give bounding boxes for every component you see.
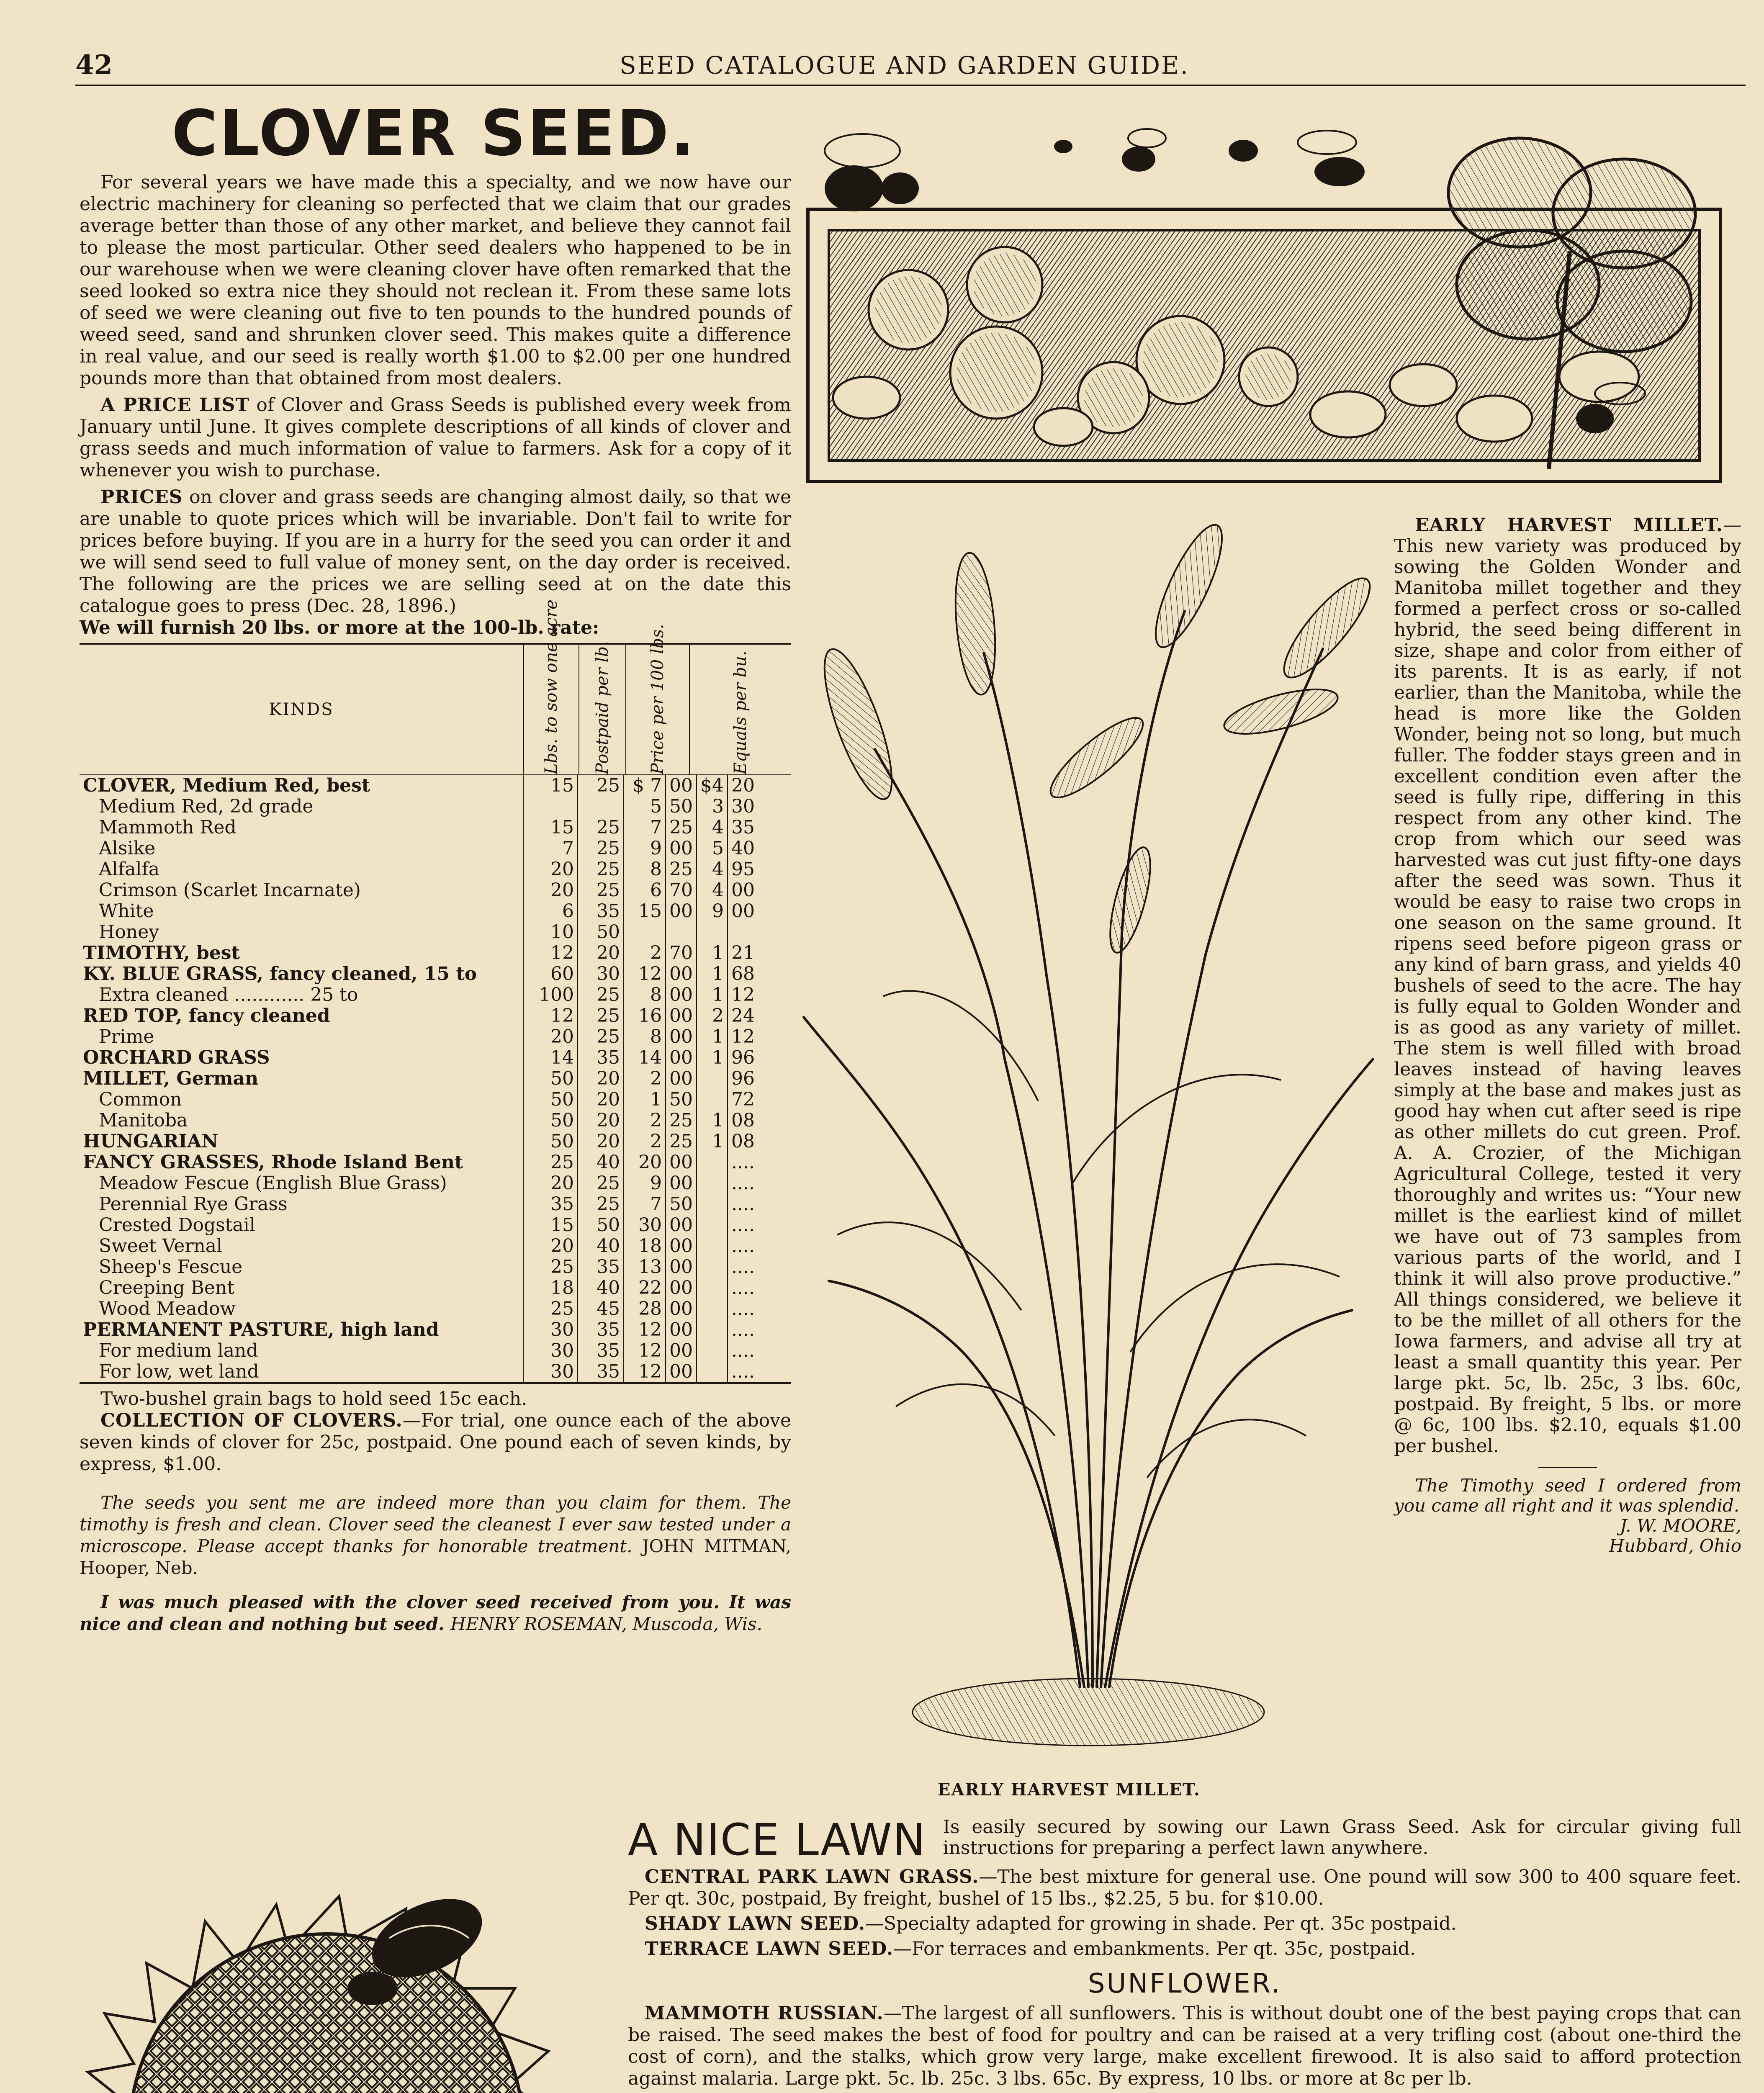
price-per-100-cents: 00 <box>666 1278 697 1298</box>
price-per-100-dollars: 7 <box>624 1194 666 1215</box>
furnish-note: We will furnish 20 lbs. or more at the 100-lb. rate: <box>80 617 599 638</box>
price-kind: Wood Meadow <box>80 1298 523 1319</box>
price-per-bu-dollars <box>697 1319 728 1340</box>
price-per-bu-cents: 00 <box>731 879 755 901</box>
price-postpaid: 20 <box>578 1068 624 1089</box>
price-per-100-dollars: 12 <box>624 1361 666 1382</box>
price-per-100-dollars: 13 <box>624 1257 666 1278</box>
price-lbs: 20 <box>523 1236 578 1257</box>
price-per-bu-cents: .... <box>731 1319 755 1340</box>
lawn-header <box>628 1814 1741 1865</box>
price-per-bu-cents: .... <box>731 1235 755 1257</box>
terrace-paragraph <box>628 1938 1741 1960</box>
price-row <box>80 901 791 922</box>
price-lbs: 30 <box>523 1319 578 1340</box>
price-postpaid: 35 <box>578 1340 624 1361</box>
price-per-bu-dollars <box>697 1361 728 1382</box>
price-postpaid: 45 <box>578 1298 624 1319</box>
price-per-100-cents: 00 <box>666 901 697 922</box>
prices-text: on clover and grass seeds are changing almost daily, so that we are unable to quote prices which will be invariable. Don't fail to write for prices before buying. If you are in a hurry for the seed you can order it and we will send seed to full value of money sent, on the day order is received. The following are the prices we are selling seed at on the date this catalogue goes to press (Dec. 28, 1896.) <box>80 486 791 617</box>
price-row <box>80 922 791 943</box>
price-per-bu-dollars <box>697 922 728 943</box>
price-per-bu-cents: .... <box>731 1172 755 1194</box>
price-postpaid: 35 <box>578 901 624 922</box>
central-park-lead: CENTRAL PARK LAWN GRASS. <box>645 1866 979 1887</box>
price-per-100-dollars: 20 <box>624 1152 666 1173</box>
price-per-100-cents: 00 <box>666 775 697 796</box>
price-kind: Prime <box>80 1026 523 1047</box>
price-per-100-dollars: 28 <box>624 1298 666 1319</box>
price-lbs: 50 <box>523 1089 578 1110</box>
price-per-100-cents: 00 <box>666 1257 697 1278</box>
price-per-100-cents: 00 <box>666 1152 697 1173</box>
price-row <box>80 1236 791 1257</box>
price-per-100-dollars <box>624 922 666 943</box>
price-postpaid: 25 <box>578 775 624 796</box>
price-per-bu-cents: 96 <box>731 1068 755 1089</box>
price-postpaid: 20 <box>578 1110 624 1131</box>
price-lbs: 7 <box>523 838 578 859</box>
price-per-bu-dollars: 1 <box>697 964 728 985</box>
price-kind: Alfalfa <box>80 859 523 880</box>
price-per-bu-dollars: 1 <box>697 985 728 1005</box>
price-per-100-dollars: 7 <box>624 817 666 838</box>
price-kind: Honey <box>80 922 523 943</box>
page-number: 42 <box>75 49 113 81</box>
price-kind: PERMANENT PASTURE, high land <box>80 1319 523 1340</box>
price-row <box>80 859 791 880</box>
price-kind: Alsike <box>80 838 523 859</box>
price-postpaid: 25 <box>578 880 624 901</box>
price-row <box>80 1340 791 1361</box>
prices-paragraph <box>80 486 791 617</box>
price-per-bu-cents: 08 <box>731 1110 755 1131</box>
price-per-bu-dollars: 3 <box>697 796 728 817</box>
price-row <box>80 775 791 796</box>
testimonial-moore-sig2: Hubbard, Ohio <box>1609 1535 1741 1556</box>
price-lbs: 30 <box>523 1340 578 1361</box>
price-lbs: 25 <box>523 1298 578 1319</box>
price-lbs: 50 <box>523 1110 578 1131</box>
running-title: SEED CATALOGUE AND GARDEN GUIDE. <box>620 51 1189 80</box>
price-per-bu-dollars: 1 <box>697 943 728 964</box>
price-kind: FANCY GRASSES, Rhode Island Bent <box>80 1152 523 1173</box>
millet-column <box>1394 515 1741 1556</box>
price-kind: Sheep's Fescue <box>80 1257 523 1278</box>
price-per-bu-cents: 35 <box>731 817 755 838</box>
price-per-bu-cents: .... <box>731 1193 755 1215</box>
price-per-100-cents: 00 <box>666 985 697 1005</box>
price-lbs: 6 <box>523 901 578 922</box>
price-postpaid <box>578 796 624 817</box>
price-per-100-dollars: 22 <box>624 1278 666 1298</box>
price-per-bu-dollars: 1 <box>697 1047 728 1068</box>
sunflower-illustration <box>80 1813 624 2093</box>
millet-divider <box>1538 1467 1597 1468</box>
price-lbs: 18 <box>523 1278 578 1298</box>
header-price-cell <box>625 624 689 774</box>
price-per-bu-dollars: 4 <box>697 880 728 901</box>
terrace-text: —For terraces and embankments. Per qt. 35c, postpaid. <box>893 1938 1416 1959</box>
price-per-100-dollars: 18 <box>624 1236 666 1257</box>
millet-lead: EARLY HARVEST MILLET. <box>1415 514 1723 536</box>
price-kind: Meadow Fescue (English Blue Grass) <box>80 1173 523 1194</box>
price-lbs: 15 <box>523 1215 578 1236</box>
price-per-100-dollars: 8 <box>624 985 666 1005</box>
price-postpaid: 30 <box>578 964 624 985</box>
price-per-bu-dollars: 1 <box>697 1131 728 1152</box>
price-postpaid: 40 <box>578 1236 624 1257</box>
testimonial-mitman-sig: JOHN MITMAN, Hooper, Neb. <box>80 1536 792 1578</box>
price-row <box>80 880 791 901</box>
price-row <box>80 817 791 838</box>
price-lbs: 12 <box>523 943 578 964</box>
shady-lead: SHADY LAWN SEED. <box>645 1913 865 1934</box>
price-kind: RED TOP, fancy cleaned <box>80 1005 523 1026</box>
price-per-100-dollars: 1 <box>624 1089 666 1110</box>
price-per-100-cents: 00 <box>666 964 697 985</box>
price-postpaid: 25 <box>578 817 624 838</box>
price-per-100-cents: 25 <box>666 1110 697 1131</box>
price-per-100-cents: 00 <box>666 1068 697 1089</box>
price-per-100-cents: 50 <box>666 1089 697 1110</box>
price-kind: TIMOTHY, best <box>80 943 523 964</box>
price-per-bu-cents: 68 <box>731 963 755 985</box>
price-per-100-cents: 70 <box>666 943 697 964</box>
price-kind: For low, wet land <box>80 1361 523 1382</box>
price-per-bu-dollars: 4 <box>697 817 728 838</box>
price-per-100-dollars: 2 <box>624 1068 666 1089</box>
price-row <box>80 1319 791 1340</box>
price-postpaid: 35 <box>578 1047 624 1068</box>
clover-intro: For several years we have made this a specialty, and we now have our electric machinery for cleaning so perfected that we claim that our grades average better than those of any other market, and believe they cannot fail to please the most particular. Other seed dealers who happened to be in our warehouse when we were cleaning clover have often remarked that the seed looked so extra nice they should not reclean it. From these same lots of seed we were cleaning out five to ten pounds to the hundred pounds of weed seed, sand and shrunken clover seed. This makes quite a difference in real value, and our seed is really worth $1.00 to $2.00 per one hundred pounds more than that obtained from most dealers. <box>80 172 791 389</box>
testimonial-roseman-text: I was much pleased with the clover seed received from you. It was nice and clean and nothing but seed. <box>80 1592 791 1634</box>
price-per-100-dollars: 12 <box>624 1319 666 1340</box>
price-per-100-dollars: 2 <box>624 1110 666 1131</box>
price-per-100-cents: 00 <box>666 1215 697 1236</box>
price-postpaid: 50 <box>578 922 624 943</box>
price-row <box>80 1278 791 1298</box>
collection-paragraph <box>80 1410 791 1475</box>
price-per-bu-dollars <box>697 1236 728 1257</box>
price-per-bu-cents <box>728 922 791 943</box>
price-lbs: 35 <box>523 1194 578 1215</box>
price-per-100-cents: 25 <box>666 1131 697 1152</box>
price-kind: Extra cleaned ............ 25 to <box>80 985 523 1005</box>
price-per-bu-cents: 96 <box>731 1047 755 1068</box>
price-per-100-cents: 50 <box>666 796 697 817</box>
price-kind: Crested Dogstail <box>80 1215 523 1236</box>
price-kind: White <box>80 901 523 922</box>
price-per-bu-dollars: 4 <box>697 859 728 880</box>
price-postpaid: 25 <box>578 1173 624 1194</box>
millet-paragraph <box>1394 515 1741 1457</box>
price-per-bu-cents: 95 <box>731 859 755 880</box>
price-row <box>80 943 791 964</box>
price-per-100-dollars: 9 <box>624 1173 666 1194</box>
price-per-100-cents: 00 <box>666 1319 697 1340</box>
price-per-bu-cents: .... <box>731 1361 755 1382</box>
price-postpaid: 25 <box>578 1026 624 1047</box>
price-row <box>80 1215 791 1236</box>
price-row <box>80 1110 791 1131</box>
header-price: Price per 100 lbs. <box>648 624 667 774</box>
testimonial-moore-sig1: J. W. MOORE, <box>1620 1515 1741 1536</box>
testimonial-mitman-text: The seeds you sent me are indeed more than you claim for them. The timothy is fresh and clean. Clover seed the cleanest I ever saw tested under a microscope. Please accept thanks for honorable treatment. <box>80 1492 791 1556</box>
price-per-bu-dollars: 5 <box>697 838 728 859</box>
price-row <box>80 1068 791 1089</box>
price-per-bu-dollars <box>697 1089 728 1110</box>
price-postpaid: 35 <box>578 1319 624 1340</box>
price-per-bu-cents: 20 <box>731 775 755 796</box>
price-kind: Common <box>80 1089 523 1110</box>
price-postpaid: 50 <box>578 1215 624 1236</box>
price-row <box>80 964 791 985</box>
price-per-100-dollars: 2 <box>624 943 666 964</box>
price-per-bu-cents: .... <box>731 1214 755 1236</box>
testimonial-mitman <box>80 1492 791 1579</box>
price-per-bu-dollars: 2 <box>697 1005 728 1026</box>
clover-title: CLOVER SEED. <box>172 97 696 170</box>
price-row <box>80 1089 791 1110</box>
price-per-100-cents: 00 <box>666 1361 697 1382</box>
price-per-bu-cents: .... <box>731 1340 755 1361</box>
price-kind: ORCHARD GRASS <box>80 1047 523 1068</box>
price-row <box>80 1361 791 1382</box>
price-row <box>80 1005 791 1026</box>
header-bu: Equals per bu. <box>731 651 750 774</box>
price-per-bu-cents: .... <box>731 1277 755 1298</box>
central-park-paragraph <box>628 1866 1741 1910</box>
price-per-100-dollars: 30 <box>624 1215 666 1236</box>
price-per-100-dollars: 6 <box>624 880 666 901</box>
price-per-bu-cents: 12 <box>731 984 755 1005</box>
price-per-bu-dollars <box>697 1068 728 1089</box>
price-lbs <box>523 796 578 817</box>
price-per-100-cents: 50 <box>666 1194 697 1215</box>
clover-illustration <box>804 126 1725 486</box>
price-per-bu-dollars <box>697 1278 728 1298</box>
price-per-100-cents: 00 <box>666 1340 697 1361</box>
price-per-bu-cents: .... <box>731 1256 755 1278</box>
price-lbs: 25 <box>523 1152 578 1173</box>
price-per-100-dollars: 12 <box>624 1340 666 1361</box>
price-per-bu-cents: 40 <box>731 838 755 859</box>
collection-lead: COLLECTION OF CLOVERS. <box>100 1410 403 1431</box>
price-postpaid: 20 <box>578 943 624 964</box>
price-lbs: 100 <box>523 985 578 1005</box>
price-row <box>80 796 791 817</box>
price-table-body <box>80 775 791 1382</box>
price-per-bu-dollars <box>697 1194 728 1215</box>
header-postpaid-cell <box>579 641 625 774</box>
price-per-100-cents: 00 <box>666 1047 697 1068</box>
price-lbs: 20 <box>523 859 578 880</box>
millet-caption: EARLY HARVEST MILLET. <box>938 1780 1201 1800</box>
price-per-100-dollars: 14 <box>624 1047 666 1068</box>
price-per-bu-dollars <box>697 1173 728 1194</box>
price-per-bu-dollars <box>697 1215 728 1236</box>
price-row <box>80 838 791 859</box>
header-postpaid: Postpaid per lb. <box>593 641 612 774</box>
price-row <box>80 1257 791 1278</box>
price-per-100-cents: 00 <box>666 1026 697 1047</box>
price-per-100-cents: 00 <box>666 1005 697 1026</box>
price-lbs: 15 <box>523 817 578 838</box>
price-lbs: 20 <box>523 1026 578 1047</box>
price-per-100-cents: 00 <box>666 1173 697 1194</box>
price-per-bu-cents: 08 <box>731 1131 755 1152</box>
price-per-bu-cents: 12 <box>731 1026 755 1047</box>
header-bu-cell <box>689 645 791 774</box>
header-lbs-cell <box>523 599 579 774</box>
lawn-section <box>628 1814 1742 2093</box>
central-park-text: —The best mixture for general use. One pound will sow 300 to 400 square feet. Per qt. 30c, postpaid, By freight, bushel of 15 lbs., $2.25, 5 bu. for $10.00. <box>628 1866 1741 1909</box>
prices-lead: PRICES <box>100 486 183 508</box>
price-postpaid: 40 <box>578 1278 624 1298</box>
lawn-title: A NICE LAWN <box>628 1814 926 1865</box>
price-per-bu-cents: .... <box>731 1152 755 1173</box>
price-postpaid: 25 <box>578 1005 624 1026</box>
shady-text: —Specialty adapted for growing in shade. Per qt. 35c postpaid. <box>865 1913 1457 1934</box>
price-kind: CLOVER, Medium Red, best <box>80 775 523 796</box>
price-per-100-cents: 25 <box>666 859 697 880</box>
price-list-text: of Clover and Grass Seeds is published every week from January until June. It gives complete descriptions of all kinds of clover and grass seeds and much information of value to farmers. Ask for a copy of it whenever you wish to purchase. <box>80 394 791 481</box>
mammoth-text: —The largest of all sunflowers. This is without doubt one of the best paying crops that can be raised. The seed makes the best of food for poultry and can be raised at a very trifling cost (about one-third the cost of corn), and the stalks, which grow very large, make excellent firewood. It is also said to afford protection against malaria. Large pkt. 5c. lb. 25c. 3 lbs. 65c. By express, 10 lbs. or more at 8c per lb. <box>628 2003 1742 2089</box>
price-row <box>80 1298 791 1319</box>
price-kind: Medium Red, 2d grade <box>80 796 523 817</box>
price-lbs: 25 <box>523 1257 578 1278</box>
price-list-lead: A PRICE LIST <box>100 394 250 416</box>
lawn-intro: Is easily secured by sowing our Lawn Grass Seed. Ask for circular giving full instructions for preparing a perfect lawn anywhere. <box>943 1816 1741 1859</box>
millet-text: —This new variety was produced by sowing the Golden Wonder and Manitoba millet together and they formed a perfect cross or so-called hybrid, the seed being different in size, shape and color from either of its parents. It is as early, if not earlier, than the Manitoba, while the head is more like the Golden Wonder, being not so long, but much fuller. The fodder stays green and in excellent condition even after the seed is fully ripe, differing in this respect from any other kind. The crop from which our seed was harvested was cut just fifty-one days after the seed was sown. Thus it would be easy to raise two crops in one season on the same ground. It ripens seed before pigeon grass or any kind of barn grass, and yields 40 bushels of seed to the acre. The hay is fully equal to Golden Wonder and is as good as any variety of millet. The stem is well filled with broad leaves instead of having leaves simply at the base and makes just as good hay when cut after seed is ripe as other millets do cut green. Prof. A. A. Crozier, of the Michigan Agricultural College, tested it very thoroughly and writes us: “Your new millet is the earliest kind of millet we have out of 73 samples from various parts of the world, and I think it will also prove productive.” All things considered, we believe it to be the millet of all others for the Iowa farmers, and advise all try at least a small quantity this year. Per large pkt. 5c, lb. 25c, 3 lbs. 60c, postpaid. By freight, 5 lbs. or more @ 6c, 100 lbs. $2.10, equals $1.00 per bushel. <box>1394 514 1741 1457</box>
price-postpaid: 25 <box>578 985 624 1005</box>
price-per-100-dollars: $ 7 <box>624 775 666 796</box>
price-row <box>80 1173 791 1194</box>
bags-note: Two-bushel grain bags to hold seed 15c each. <box>100 1388 527 1409</box>
price-per-100-cents: 00 <box>666 838 697 859</box>
price-row <box>80 1026 791 1047</box>
price-per-bu-cents: 00 <box>731 900 755 922</box>
price-postpaid: 20 <box>578 1089 624 1110</box>
price-per-bu-dollars <box>697 1298 728 1319</box>
price-lbs: 12 <box>523 1005 578 1026</box>
header-rule <box>75 85 1746 86</box>
collection-text: —For trial, one ounce each of the above seven kinds of clover for 25c, postpaid. One pound each of seven kinds, by express, $1.00. <box>80 1410 792 1475</box>
price-per-bu-cents: 72 <box>731 1089 755 1110</box>
price-per-100-cents: 00 <box>666 1236 697 1257</box>
price-row <box>80 1047 791 1068</box>
price-postpaid: 25 <box>578 1194 624 1215</box>
price-lbs: 30 <box>523 1361 578 1382</box>
terrace-lead: TERRACE LAWN SEED. <box>645 1938 894 1959</box>
price-postpaid: 25 <box>578 859 624 880</box>
price-kind: Crimson (Scarlet Incarnate) <box>80 880 523 901</box>
price-postpaid: 40 <box>578 1152 624 1173</box>
price-per-bu-dollars: 1 <box>697 1110 728 1131</box>
price-lbs: 50 <box>523 1131 578 1152</box>
price-per-100-dollars: 12 <box>624 964 666 985</box>
shady-paragraph <box>628 1913 1741 1935</box>
price-per-100-cents: 00 <box>666 1298 697 1319</box>
header-lbs: Lbs. to sow one acre <box>542 599 561 774</box>
price-per-100-dollars: 2 <box>624 1131 666 1152</box>
price-kind: MILLET, German <box>80 1068 523 1089</box>
price-lbs: 20 <box>523 1173 578 1194</box>
price-per-100-dollars: 8 <box>624 1026 666 1047</box>
sunflower-title: SUNFLOWER. <box>1088 1968 1282 1999</box>
price-per-100-cents: 25 <box>666 817 697 838</box>
millet-illustration <box>787 515 1381 1766</box>
price-per-100-cents: 70 <box>666 880 697 901</box>
price-kind: HUNGARIAN <box>80 1131 523 1152</box>
price-per-bu-dollars <box>697 1152 728 1173</box>
price-kind: Perennial Rye Grass <box>80 1194 523 1215</box>
price-kind: Creeping Bent <box>80 1278 523 1298</box>
price-per-bu-cents: 21 <box>731 942 755 964</box>
price-lbs: 10 <box>523 922 578 943</box>
price-row <box>80 1131 791 1152</box>
price-per-bu-dollars: $4 <box>697 775 728 796</box>
price-per-100-dollars: 16 <box>624 1005 666 1026</box>
testimonial-roseman <box>80 1592 791 1635</box>
price-lbs: 14 <box>523 1047 578 1068</box>
price-row <box>80 1194 791 1215</box>
price-per-bu-dollars <box>697 1257 728 1278</box>
price-per-bu-cents: 30 <box>731 796 755 817</box>
price-per-bu-dollars: 1 <box>697 1026 728 1047</box>
price-per-100-dollars: 9 <box>624 838 666 859</box>
price-kind: For medium land <box>80 1340 523 1361</box>
header-kinds: KINDS <box>269 700 334 719</box>
price-lbs: 50 <box>523 1068 578 1089</box>
price-lbs: 15 <box>523 775 578 796</box>
price-per-100-cents <box>666 922 697 943</box>
price-list-paragraph <box>80 394 791 481</box>
price-postpaid: 20 <box>578 1131 624 1152</box>
price-kind: KY. BLUE GRASS, fancy cleaned, 15 to <box>80 964 523 985</box>
price-per-bu-cents: .... <box>731 1298 755 1319</box>
price-kind: Sweet Vernal <box>80 1236 523 1257</box>
price-kind: Manitoba <box>80 1110 523 1131</box>
price-per-bu-dollars: 9 <box>697 901 728 922</box>
price-postpaid: 25 <box>578 838 624 859</box>
price-row <box>80 985 791 1005</box>
price-per-bu-cents: 24 <box>731 1005 755 1026</box>
price-per-100-dollars: 15 <box>624 901 666 922</box>
mammoth-paragraph <box>628 2003 1741 2090</box>
price-row <box>80 1152 791 1173</box>
clover-column <box>80 172 791 1635</box>
price-postpaid: 35 <box>578 1257 624 1278</box>
price-per-bu-dollars <box>697 1340 728 1361</box>
price-per-100-dollars: 5 <box>624 796 666 817</box>
price-postpaid: 35 <box>578 1361 624 1382</box>
price-lbs: 60 <box>523 964 578 985</box>
testimonial-moore: The Timothy seed I ordered from you came all right and it was splendid. <box>1394 1475 1741 1516</box>
price-lbs: 20 <box>523 880 578 901</box>
price-kind: Mammoth Red <box>80 817 523 838</box>
testimonial-roseman-sig: HENRY ROSEMAN, Muscoda, Wis. <box>450 1614 762 1634</box>
mammoth-lead: MAMMOTH RUSSIAN. <box>645 2003 884 2024</box>
price-per-100-dollars: 8 <box>624 859 666 880</box>
